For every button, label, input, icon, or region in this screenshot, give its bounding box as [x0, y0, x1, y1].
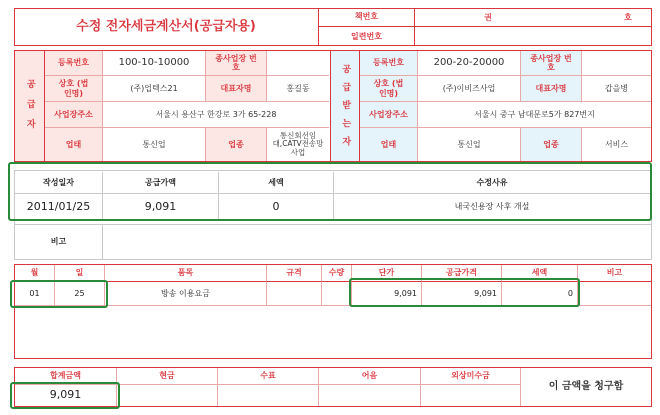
- date-label: 작성일자: [15, 172, 103, 194]
- ho-label: 호: [624, 12, 632, 22]
- check-label: 수표: [218, 368, 319, 385]
- receiver-rep-label: 대표자명: [520, 76, 582, 102]
- gwon-label: 권: [484, 12, 492, 22]
- row-spec: [267, 282, 322, 306]
- receiver-side-label: 공 급 받 는 자: [330, 51, 360, 161]
- col-month-label: 월: [15, 265, 55, 282]
- receiver-name-value: (주)이비즈사업: [418, 76, 520, 102]
- bill-value: [319, 385, 421, 406]
- serial-number-label: 일련번호: [319, 27, 415, 46]
- receiver-addr-value: 서울시 중구 남대문로5가 827번지: [418, 102, 651, 128]
- receiver-rep-value: 갑을병: [582, 76, 651, 102]
- supplier-biz-value: 통신업: [142, 139, 166, 149]
- total-highlight: [10, 382, 120, 409]
- revision-reason-label: 수정사유: [334, 172, 650, 194]
- receiver-item-label: 업종: [520, 128, 582, 161]
- row-item-name: 방송 이용요금: [105, 282, 267, 306]
- supplier-item-value: 통신회선임대,CATV전송망사업: [272, 131, 324, 157]
- receiver-reg-label: 등록번호: [360, 51, 418, 76]
- supplier-side-label: 공 급 자: [15, 51, 45, 161]
- col-name-label: 품목: [105, 265, 267, 282]
- supplier-rep-label: 대표자명: [205, 76, 267, 102]
- receiver-branch-label: 종사업장 번호: [520, 51, 582, 76]
- row-qty: [322, 282, 352, 306]
- row-month: 01: [15, 282, 55, 306]
- book-number-value: [415, 8, 652, 27]
- claim-text: 이 금액을 청구함: [548, 381, 624, 393]
- supplier-branch-value: [267, 51, 329, 76]
- supplier-name-label: 상호 (법인명): [45, 76, 103, 102]
- receiver-biz-label: 업태: [360, 128, 418, 161]
- supplier-addr-value: 서울시 용산구 한강로 3가 65-228: [103, 102, 329, 128]
- check-value: [218, 385, 319, 406]
- supplier-reg-label: 등록번호: [45, 51, 103, 76]
- col-day-label: 일: [55, 265, 105, 282]
- receiver-name-label: 상호 (법인명): [360, 76, 418, 102]
- supplier-biz-label: 업태: [45, 128, 103, 161]
- receiver-branch-value: [582, 51, 651, 76]
- remark-label: 비고: [15, 224, 103, 259]
- amount-row-highlight: [349, 278, 580, 307]
- date-row-highlight: [10, 280, 108, 308]
- col-note-label: 비고: [578, 265, 651, 282]
- receiver-biz-value: 통신업: [457, 139, 481, 149]
- supply-amount-value: 9,091: [103, 194, 219, 220]
- supplier-branch-label: 종사업장 번호: [205, 51, 267, 76]
- empty-item-rows: [15, 306, 651, 358]
- supplier-addr-label: 사업장주소: [45, 102, 103, 128]
- receiver-reg-value: 200-20-20000: [418, 51, 520, 76]
- bill-label: 어음: [319, 368, 421, 385]
- credit-value: [421, 385, 521, 406]
- total-amount-label: 합계금액: [15, 368, 117, 385]
- cash-label: 현금: [117, 368, 218, 385]
- row-day: 25: [55, 282, 105, 306]
- col-spec-label: 규격: [267, 265, 322, 282]
- book-number-label: 책번호: [319, 8, 415, 27]
- col-qty-label: 수량: [322, 265, 352, 282]
- col-tax-label: 세액: [502, 265, 578, 282]
- receiver-addr-label: 사업장주소: [360, 102, 418, 128]
- col-price-label: 단가: [352, 265, 422, 282]
- supplier-reg-value: 100-10-10000: [103, 51, 205, 76]
- supplier-rep-value: 홍길동: [267, 76, 329, 102]
- credit-label: 외상미수금: [421, 368, 521, 385]
- row-note: [578, 282, 651, 306]
- date-value: 2011/01/25: [15, 194, 103, 220]
- summary-highlight: [8, 162, 652, 221]
- supplier-name-value: (주)업텍스21: [103, 76, 205, 102]
- tax-amount-label: 세액: [219, 172, 334, 194]
- tax-amount-value: 0: [219, 194, 334, 220]
- supplier-item-label: 업종: [205, 128, 267, 161]
- invoice-title: 수정 전자세금계산서(공급자용): [14, 8, 319, 46]
- remark-value: [103, 224, 651, 259]
- row-amount: 9,091: [422, 282, 502, 306]
- col-amount-label: 공급가격: [422, 265, 502, 282]
- row-tax: 0: [502, 282, 578, 306]
- total-amount-value: 9,091: [15, 385, 117, 406]
- receiver-item-value: 서비스: [604, 139, 629, 149]
- row-price: 9,091: [352, 282, 422, 306]
- cash-value: [117, 385, 218, 406]
- supply-amount-label: 공급가액: [103, 172, 219, 194]
- revision-reason-value: 내국신용장 사후 개설: [454, 202, 530, 212]
